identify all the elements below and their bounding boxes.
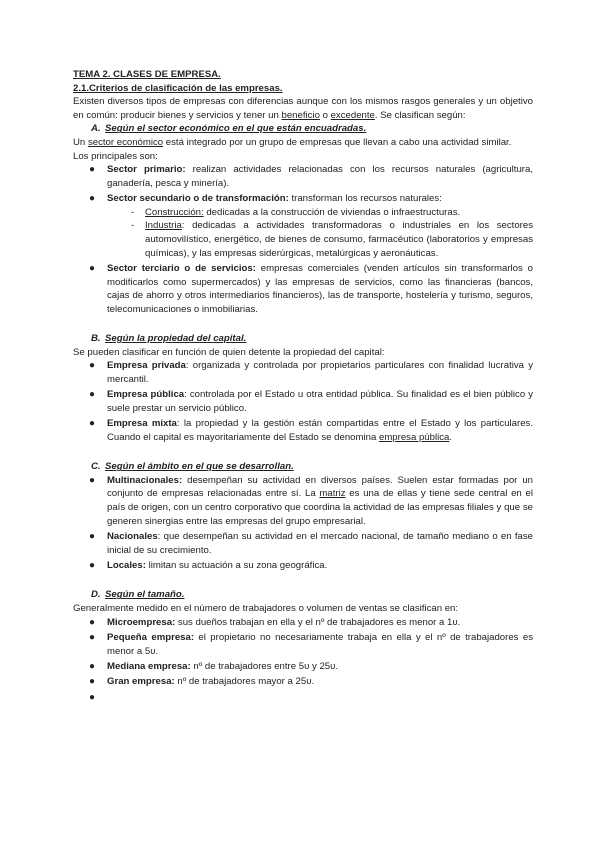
bullet-icon: ● xyxy=(89,474,96,486)
list-item: ● Empresa privada: organizada y controlada por propietarios particulares con finalidad lucrativa y mercantil. xyxy=(89,360,534,385)
section-a-heading: A. Según el sector económico en el que están encuadradas. xyxy=(91,123,367,135)
bullet-icon: ● xyxy=(89,559,96,571)
bullet-icon: ● xyxy=(89,164,96,176)
list-item: ● Sector terciario o de servicios: empresas comerciales (venden artículos sin transformarlos o modificarlos como supermercados) y las empresas de servicios, como las financieras (bancos, cajas de ahorro y otros intermediarios financieros), las de transporte, hostelería y turismo, seguros, telecomunicaciones o inmobiliarias. xyxy=(89,262,533,315)
list-item: ● Pequeña empresa: el propietario no necesariamente trabaja en ella y el nº de trabajadores es menor a 5υ. xyxy=(89,631,533,657)
section-subtitle: 2.1.Criterios de clasificación de las empresas. xyxy=(73,82,283,94)
bullet-icon: ● xyxy=(89,418,96,430)
term-empresa-publica: empresa pública xyxy=(378,431,450,443)
list-item: ● Locales: limitan su actuación a su zona geográfica. xyxy=(89,559,328,571)
section-c-heading: C. Según el ámbito en el que se desarrollan. xyxy=(91,461,294,473)
term-sector-economico: sector económico xyxy=(87,136,164,148)
section-b-lead: Se pueden clasificar en función de quien detente la propiedad del capital: xyxy=(73,346,385,358)
list-item-empty xyxy=(89,691,533,705)
bullet-icon: ● xyxy=(89,691,96,703)
bullet-icon: ● xyxy=(89,616,96,628)
list-item: ● Gran empresa: nº de trabajadores mayor a 25υ. xyxy=(89,676,315,688)
term-beneficio: beneficio xyxy=(281,109,320,121)
bullet-icon: ● xyxy=(89,660,96,672)
bullet-icon: ● xyxy=(89,262,96,274)
document-title: TEMA 2. CLASES DE EMPRESA. xyxy=(73,69,221,80)
sublist-item: - Construcción: dedicadas a la construcción de viviendas o infraestructuras. xyxy=(131,206,461,218)
section-d-heading: D. Según el tamaño. xyxy=(91,589,185,601)
section-b-heading: B. Según la propiedad del capital. xyxy=(91,333,247,345)
bullet-icon: ● xyxy=(89,676,96,688)
list-item: ● Empresa pública: controlada por el Estado u otra entidad pública. Su finalidad es el bien público y suele prestar un servicio público. xyxy=(89,389,533,414)
bullet-icon: ● xyxy=(89,631,96,643)
term-excedente: excedente xyxy=(330,109,375,121)
list-item: ● Microempresa: sus dueños trabajan en ella y el nº de trabajadores es menor a 1υ. xyxy=(89,616,461,628)
term-matriz: matriz xyxy=(319,488,346,500)
section-a-list xyxy=(73,163,533,316)
intro-paragraph: Existen diversos tipos de empresas con diferencias aunque con los mismos rasgos generales y un objetivo en común: producir bienes y servicios y tener un beneficio o excedente. Se clasifican según: xyxy=(73,96,533,121)
list-item: ● Sector primario: realizan actividades relacionadas con los recursos naturales (agricultura, ganadería, pesca y minería). xyxy=(89,164,533,189)
list-item: ● Mediana empresa: nº de trabajadores entre 5υ y 25υ. xyxy=(89,660,339,672)
section-c-list xyxy=(73,474,533,573)
list-item: ● Sector secundario o de transformación: transforman los recursos naturales: - Construcción: dedicadas a la construcción de viviendas o infraestructuras. - Industria: dedicadas a actividades transformadoras o industriales en los sectores automovilístico, energético, de bienes de consumo, farmacéutico (laboratorios y empresas químicas), y las empresas siderúrgicas, metalúrgicas y aeronáuticas. xyxy=(89,193,533,259)
list-item: ● Multinacionales: desempeñan su actividad en diversos países. Suelen estar formadas por un conjunto de empresas relacionadas entre sí. La matriz es una de ellas y tiene sede central en el país de origen, con un centro corporativo que coordina la actividad de las empresas filiales y que se generen sinergias entre las empresas del grupo empresarial. xyxy=(89,474,533,527)
list-item: ● Nacionales: que desempeñan su actividad en el mercado nacional, de tamaño mediano o en fase inicial de su crecimiento. xyxy=(89,530,533,556)
section-d-lead: Generalmente medido en el número de trabajadores o volumen de ventas se clasifican en: xyxy=(73,602,459,614)
bullet-icon: ● xyxy=(89,193,96,205)
section-a-lead: Los principales son: xyxy=(73,150,158,162)
section-a-definition: Un sector económico está integrado por un grupo de empresas que llevan a cabo una actividad similar. xyxy=(73,136,512,148)
document-page xyxy=(73,68,533,706)
sublist-item: - Industria: dedicadas a actividades transformadoras o industriales en los sectores automovilístico, energético, de bienes de consumo, farmacéutico (laboratorios y empresas químicas), y las empresas siderúrgicas, metalúrgicas y aeronáuticas. xyxy=(131,220,533,259)
bullet-icon: ● xyxy=(89,530,96,542)
list-item: ● Empresa mixta: la propiedad y la gestión están compartidas entre el Estado y los particulares. Cuando el capital es mayoritariamente del Estado se denomina empresa pública. xyxy=(89,418,533,443)
secondary-sublist xyxy=(107,206,533,260)
section-d-list xyxy=(73,616,533,705)
bullet-icon: ● xyxy=(89,389,96,401)
bullet-icon: ● xyxy=(89,360,96,372)
section-b-list xyxy=(73,359,533,444)
